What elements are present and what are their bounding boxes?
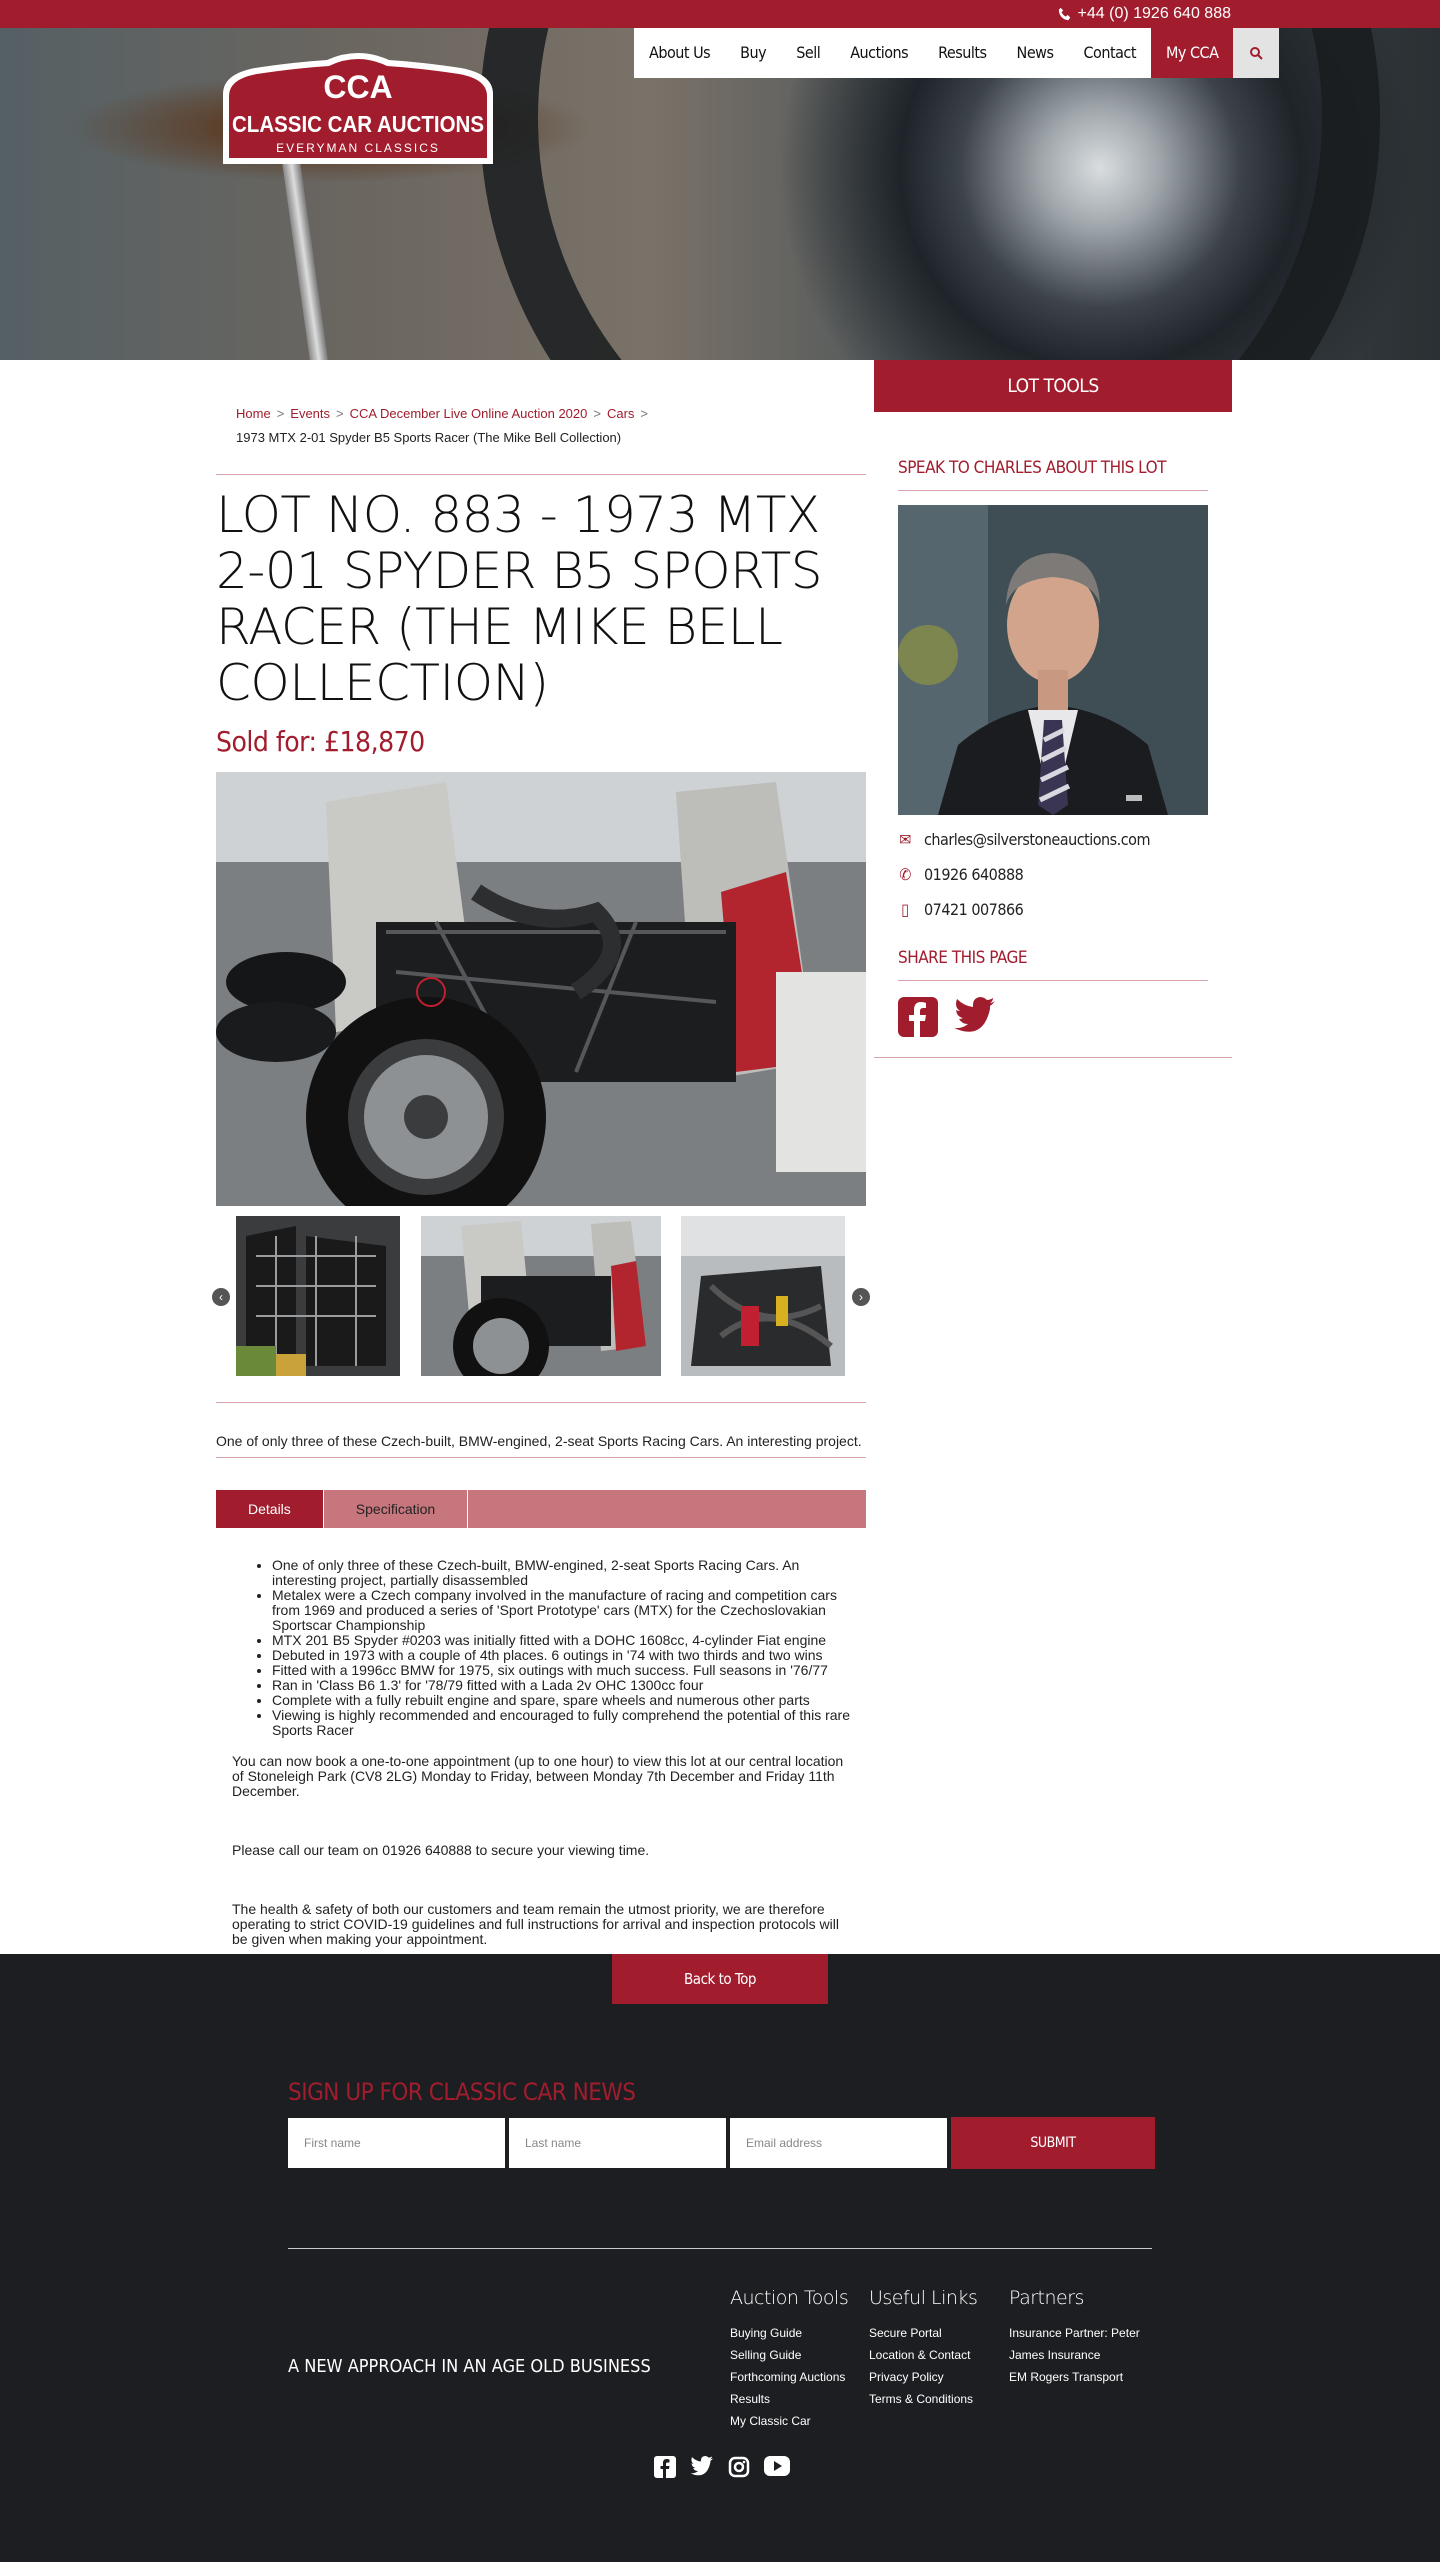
- list-item: • Fitted with a 1996cc BMW for 1975, six outings with much success. Full seasons in '76/77: [272, 1663, 850, 1678]
- carousel-prev-button[interactable]: [212, 1288, 230, 1306]
- footer-link-em-rogers[interactable]: EM Rogers Transport: [1009, 2370, 1124, 2384]
- logo-name-text: CLASSIC CAR AUCTIONS: [232, 111, 484, 137]
- footer-link-selling-guide[interactable]: Selling Guide: [730, 2348, 802, 2362]
- first-name-input[interactable]: First name: [288, 2118, 505, 2168]
- contact-email-text[interactable]: charles@silverstoneauctions.com: [924, 830, 1150, 849]
- footer-heading: Auction Tools: [730, 2287, 849, 2309]
- facebook-icon[interactable]: [654, 2456, 676, 2478]
- breadcrumb-separator: >: [640, 406, 649, 421]
- lot-details: [216, 1528, 866, 1947]
- footer-partners: [1009, 2286, 1140, 2388]
- logo-tagline-text: EVERYMAN CLASSICS: [276, 141, 440, 155]
- breadcrumb-separator: >: [336, 406, 344, 421]
- nav-sell[interactable]: Sell: [796, 43, 821, 62]
- contact-phone[interactable]: [898, 864, 1208, 885]
- footer-link-james-insurance[interactable]: James Insurance: [1009, 2348, 1101, 2362]
- footer-link-insurance-partner[interactable]: Insurance Partner: Peter: [1009, 2326, 1140, 2340]
- footer-link-location[interactable]: Location & Contact: [869, 2348, 971, 2362]
- submit-button[interactable]: SUBMIT: [951, 2117, 1155, 2169]
- footer-divider: [288, 2248, 1152, 2249]
- sold-price: Sold for: £18,870: [216, 725, 425, 758]
- chevron-right-icon: ›: [859, 1290, 863, 1304]
- nav-results[interactable]: Results: [938, 43, 987, 62]
- specialist-photo: [898, 505, 1208, 815]
- footer-auction-tools: [730, 2286, 848, 2432]
- lot-title: LOT NO. 883 - 1973 MTX 2-01 SPYDER B5 SPORTS RACER (THE MIKE BELL COLLECTION): [216, 486, 823, 712]
- main-lot-image[interactable]: [216, 772, 866, 1206]
- envelope-icon: ✉: [899, 830, 911, 849]
- viewing-paragraph: You can now book a one-to-one appointment (up to one hour) to view this lot at our central location of Stoneleigh Park (CV8 2LG) Monday to Friday, between Monday 7th December and Friday 11th December.: [232, 1753, 844, 1799]
- speak-heading: SPEAK TO CHARLES ABOUT THIS LOT: [898, 412, 1208, 491]
- lot-tabs: [216, 1490, 866, 1528]
- thumbnail-2[interactable]: [421, 1216, 661, 1376]
- chevron-left-icon: ‹: [219, 1290, 223, 1304]
- footer-link-privacy[interactable]: Privacy Policy: [869, 2370, 944, 2384]
- breadcrumb: [216, 360, 866, 450]
- breadcrumb-cars[interactable]: Cars: [606, 406, 635, 421]
- youtube-icon[interactable]: [764, 2456, 790, 2476]
- hero-banner: [0, 28, 1440, 360]
- back-to-top-button[interactable]: Back to Top: [612, 1954, 828, 2004]
- instagram-icon[interactable]: [728, 2456, 750, 2478]
- twitter-icon[interactable]: [954, 997, 996, 1033]
- breadcrumb-separator: >: [276, 406, 285, 421]
- thumbnail-3[interactable]: [681, 1216, 845, 1376]
- list-item: • MTX 201 B5 Spyder #0203 was initially fitted with a DOHC 1608cc, 4-cylinder Fiat engine: [272, 1633, 850, 1648]
- lot-tools-button[interactable]: LOT TOOLS: [874, 360, 1232, 412]
- footer-link-forthcoming[interactable]: Forthcoming Auctions: [730, 2370, 846, 2384]
- phone-icon: ✆: [899, 865, 911, 884]
- share-buttons: [898, 981, 1208, 1057]
- nav-news[interactable]: News: [1016, 43, 1054, 62]
- newsletter-title: SIGN UP FOR CLASSIC CAR NEWS: [288, 2078, 636, 2106]
- share-heading: SHARE THIS PAGE: [898, 920, 1208, 981]
- list-item: • Debuted in 1973 with a couple of 4th places. 6 outings in '74 with two thirds and two wins: [272, 1648, 850, 1663]
- search-icon: [1249, 46, 1263, 60]
- footer-heading: Useful Links: [869, 2287, 978, 2309]
- thumbnail-1[interactable]: [236, 1216, 400, 1376]
- facebook-icon[interactable]: [898, 997, 938, 1037]
- footer-link-buying-guide[interactable]: Buying Guide: [730, 2326, 803, 2340]
- breadcrumb-auction[interactable]: CCA December Live Online Auction 2020: [349, 406, 588, 421]
- footer-useful-links: [869, 2286, 977, 2410]
- nav-contact[interactable]: Contact: [1083, 43, 1136, 62]
- list-item: • Complete with a fully rebuilt engine and spare, spare wheels and numerous other parts: [272, 1693, 850, 1708]
- main-nav: [634, 28, 1279, 78]
- main-content: [0, 360, 1440, 1954]
- last-name-input[interactable]: Last name: [509, 2118, 726, 2168]
- footer-link-results[interactable]: Results: [730, 2392, 771, 2406]
- top-bar: [0, 0, 1440, 28]
- divider: [216, 474, 866, 475]
- nav-my-cca[interactable]: My CCA: [1151, 28, 1233, 78]
- footer-social-icons: [654, 2456, 790, 2478]
- contact-phone-text[interactable]: 01926 640888: [924, 865, 1024, 884]
- mobile-icon: ▯: [901, 900, 909, 919]
- call-paragraph: Please call our team on 01926 640888 to secure your viewing time.: [232, 1842, 650, 1858]
- lot-column: [216, 360, 866, 1947]
- logo-cca-text: CCA: [323, 69, 393, 105]
- footer-link-terms[interactable]: Terms & Conditions: [869, 2392, 974, 2406]
- breadcrumb-events[interactable]: Events: [290, 406, 331, 421]
- footer: [0, 1954, 1440, 2562]
- breadcrumb-separator: >: [593, 406, 601, 421]
- contact-mobile[interactable]: [898, 899, 1208, 920]
- newsletter-form: [288, 2118, 1155, 2169]
- twitter-icon[interactable]: [690, 2456, 714, 2476]
- breadcrumb-home[interactable]: Home: [236, 406, 271, 421]
- nav-auctions[interactable]: Auctions: [850, 43, 909, 62]
- footer-link-my-classic-car[interactable]: My Classic Car: [730, 2414, 811, 2428]
- footer-tagline: A NEW APPROACH IN AN AGE OLD BUSINESS: [288, 2356, 651, 2377]
- phone-icon: [1058, 7, 1072, 21]
- list-item: • Viewing is highly recommended and encouraged to fully comprehend the potential of this rare Sports Racer: [272, 1708, 850, 1738]
- footer-heading: Partners: [1009, 2287, 1084, 2309]
- list-item: • Ran in 'Class B6 1.3' for '78/79 fitted with a Lada 2v OHC 1300cc four: [272, 1678, 850, 1693]
- nav-buy[interactable]: Buy: [740, 43, 767, 62]
- email-input[interactable]: Email address: [730, 2118, 947, 2168]
- nav-about-us[interactable]: About Us: [649, 43, 711, 62]
- tab-specification[interactable]: Specification: [324, 1490, 468, 1528]
- search-button[interactable]: [1233, 28, 1279, 78]
- footer-link-secure-portal[interactable]: Secure Portal: [869, 2326, 942, 2340]
- lot-summary: One of only three of these Czech-built, BMW-engined, 2-seat Sports Racing Cars. An interesting project.: [216, 1403, 866, 1458]
- contact-mobile-text[interactable]: 07421 007866: [924, 900, 1024, 919]
- cca-logo[interactable]: [215, 46, 501, 172]
- list-item: • One of only three of these Czech-built, BMW-engined, 2-seat Sports Racing Cars. An interesting project, partially disassembled: [272, 1558, 850, 1588]
- breadcrumb-current: 1973 MTX 2-01 Spyder B5 Sports Racer (The Mike Bell Collection): [236, 430, 622, 445]
- contact-email[interactable]: [898, 829, 1208, 850]
- details-list: [232, 1558, 850, 1738]
- sidebar-divider: [874, 1057, 1232, 1058]
- covid-paragraph: The health & safety of both our customers and team remain the utmost priority, we are therefore operating to strict COVID-19 guidelines and full instructions for arrival and inspection protocols will be given when making your appointment.: [232, 1901, 839, 1947]
- lot-tools-sidebar: [874, 360, 1232, 1058]
- carousel-next-button[interactable]: [852, 1288, 870, 1306]
- thumbnail-carousel: [216, 1216, 866, 1402]
- top-phone-number[interactable]: +44 (0) 1926 640 888: [1077, 5, 1231, 22]
- tab-details[interactable]: Details: [216, 1490, 324, 1528]
- list-item: • Metalex were a Czech company involved in the manufacture of racing and competition cars from 1969 and produced a series of 'Sport Prototype' cars (MTX) for the Czechoslovakian Sportscar Championship: [272, 1588, 850, 1633]
